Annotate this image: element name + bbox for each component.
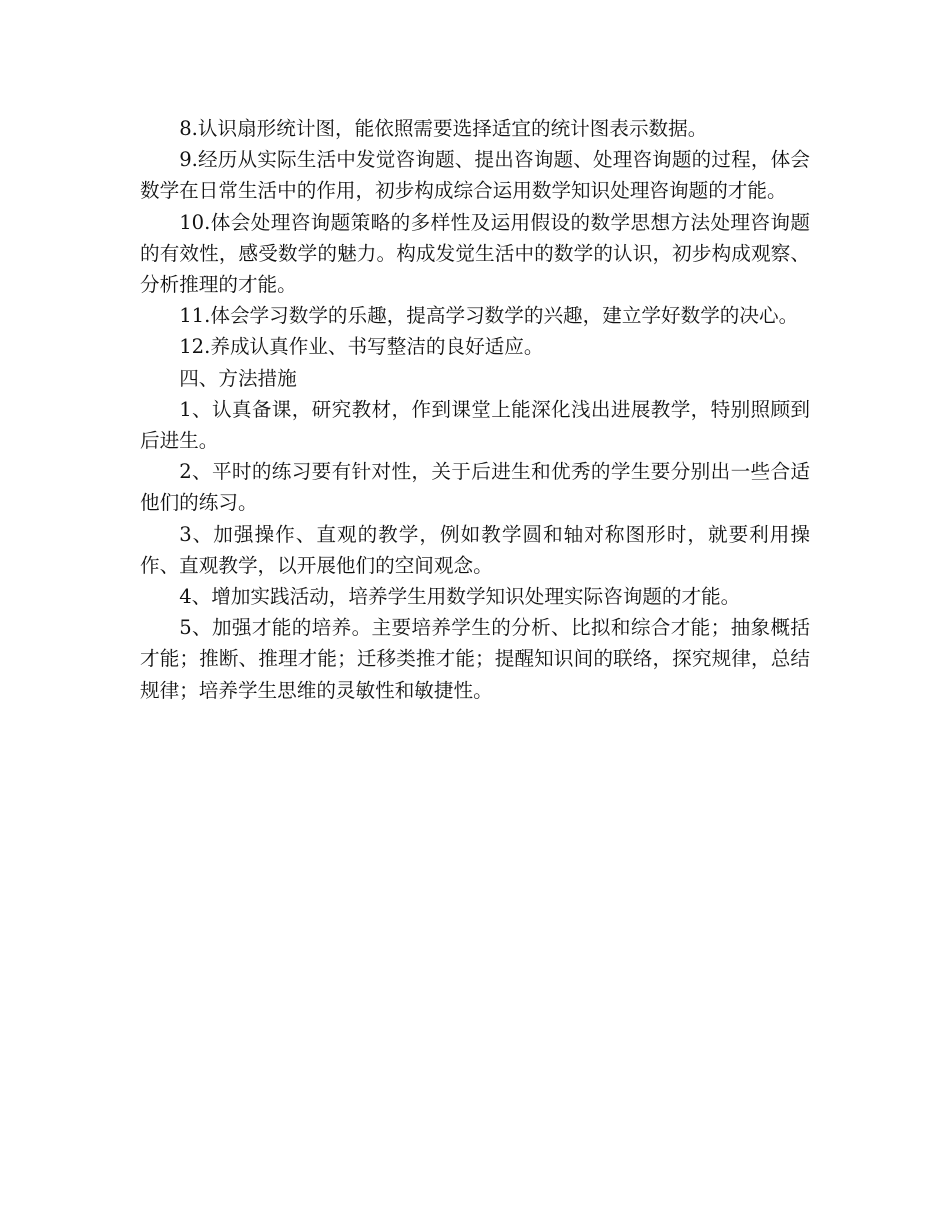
paragraph-method-5: 5、加强才能的培养。主要培养学生的分析、比拟和综合才能；抽象概括才能；推断、推理才能；迁移类推才能；提醒知识间的联络，探究规律，总结规律；培养学生思维的灵敏性和敏捷性。 <box>140 616 810 702</box>
paragraph-goal-10: 10.体会处理咨询题策略的多样性及运用假设的数学思想方法处理咨询题的有效性，感受数学的魅力。构成发觉生活中的数学的认识，初步构成观察、分析推理的才能。 <box>140 210 810 297</box>
paragraph-goal-8: 8.认识扇形统计图，能依照需要选择适宜的统计图表示数据。 <box>179 117 708 140</box>
paragraph-method-1: 1、认真备课，研究教材，作到课堂上能深化浅出进展教学，特别照顾到后进生。 <box>140 397 810 453</box>
paragraph-goal-12: 12.养成认真作业、书写整洁的良好适应。 <box>179 335 544 359</box>
paragraph-method-2: 2、平时的练习要有针对性，关于后进生和优秀的学生要分别出一些合适他们的练习。 <box>140 460 810 515</box>
document-page <box>140 113 810 706</box>
section-heading-methods: 四、方法措施 <box>179 366 297 390</box>
paragraph-method-3: 3、加强操作、直观的教学，例如教学圆和轴对称图形时，就要利用操作、直观教学，以开展他们的空间观念。 <box>140 522 810 577</box>
paragraph-method-4: 4、增加实践活动，培养学生用数学知识处理实际咨询题的才能。 <box>179 585 741 609</box>
paragraph-goal-9: 9.经历从实际生活中发觉咨询题、提出咨询题、处理咨询题的过程，体会数学在日常生活中的作用，初步构成综合运用数学知识处理咨询题的才能。 <box>140 148 810 203</box>
paragraph-goal-11: 11.体会学习数学的乐趣，提高学习数学的兴趣，建立学好数学的决心。 <box>179 304 799 328</box>
